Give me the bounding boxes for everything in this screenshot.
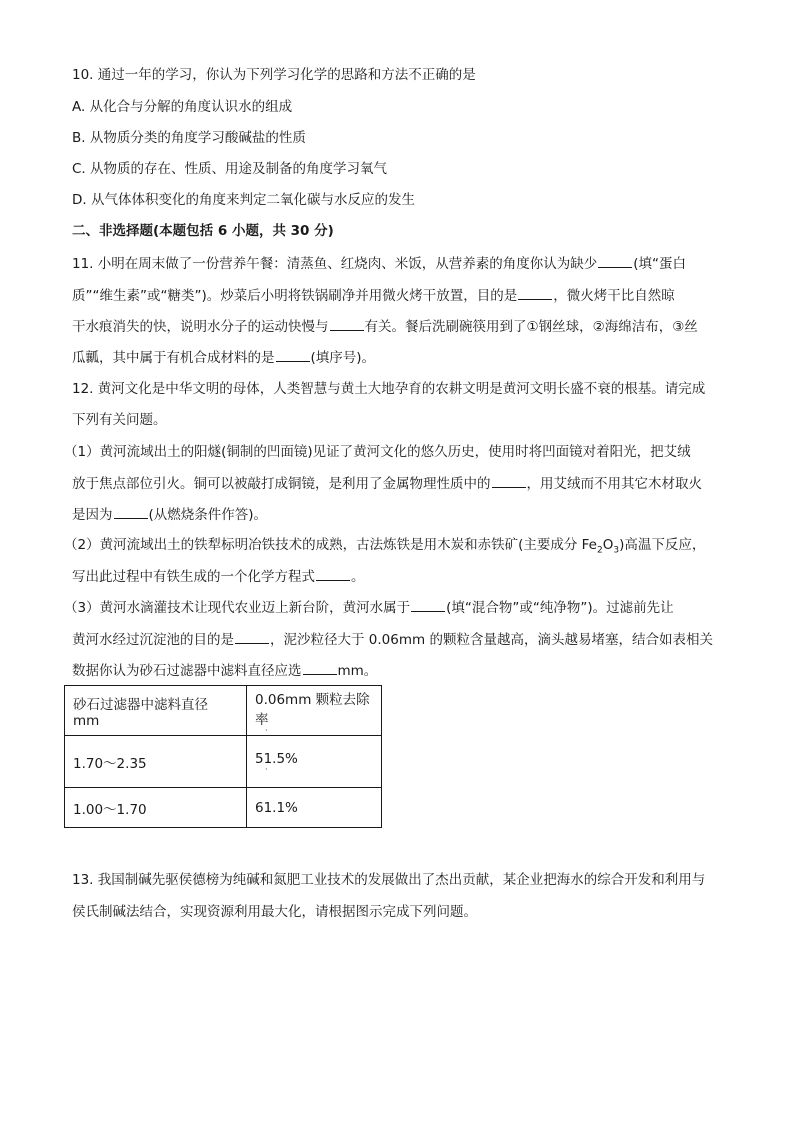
q12-text: （2）黄河流域出土的铁犁标明冶铁技术的成熟，古法炼铁是用木炭和赤铁矿(主要成分 Fe (64, 537, 597, 553)
q12-part3-line-3 (72, 661, 377, 680)
q12-text: mm。 (337, 663, 378, 679)
dot-mark: · (265, 764, 268, 774)
q12-part1-line-1: （1）黄河流域出土的阳燧(铜制的凹面镜)见证了黄河文化的悠久历史，使用时将凹面镜对着阳光，把艾绒 (64, 444, 691, 460)
q12-text: (从燃烧条件作答)。 (148, 507, 268, 523)
q12-part2-line-2 (72, 567, 365, 586)
q11-text: (填序号)。 (310, 350, 376, 366)
answer-blank[interactable] (316, 567, 350, 581)
table-row (65, 788, 382, 828)
q13-line-1: 13. 我国制碱先驱侯德榜为纯碱和氮肥工业技术的发展做出了杰出贡献，某企业把海水的综合开发和利用与 (72, 872, 706, 888)
answer-blank[interactable] (235, 630, 269, 644)
answer-blank[interactable] (492, 474, 526, 488)
q12-text: ，用艾绒而不用其它木材取火 (526, 476, 702, 492)
q11-text: 11. 小明在周末做了一份营养午餐：清蒸鱼、红烧肉、米饭，从营养素的角度你认为缺少 (72, 256, 598, 272)
table-header-row (65, 686, 382, 736)
answer-blank[interactable] (276, 348, 310, 362)
table-cell-text: 51.5% (255, 750, 298, 767)
q10-option-c: C. 从物质的存在、性质、用途及制备的角度学习氧气 (72, 161, 388, 177)
table-cell: 1.70～2.35 (65, 736, 247, 788)
q12-part3-line-2 (72, 630, 713, 649)
q12-text: （3）黄河水滴灌技术让现代农业迈上新台阶，黄河水属于 (64, 600, 411, 616)
table-cell (247, 736, 382, 788)
subscript: 3 (613, 545, 620, 556)
q12-line-1: 12. 黄河文化是中华文明的母体，人类智慧与黄土大地孕育的农耕文明是黄河文明长盛不衰的根基。请完成 (72, 381, 706, 397)
q12-text: 黄河水经过沉淀池的目的是 (72, 632, 234, 648)
q12-text: 是因为 (72, 507, 113, 523)
q10-option-a: A. 从化合与分解的角度认识水的组成 (72, 99, 293, 115)
section-heading: 二、非选择题(本题包括 6 小题，共 30 分) (72, 223, 334, 239)
q12-text: 数据你认为砂石过滤器中滤料直径应选 (72, 663, 302, 679)
q12-text: 。 (351, 569, 365, 585)
table-cell: 61.1% (247, 788, 382, 828)
answer-blank[interactable] (411, 598, 445, 612)
subscript: 2 (596, 545, 603, 556)
q12-part3-line-1 (64, 598, 674, 617)
q11-line-4 (72, 348, 375, 367)
q11-text: 有关。餐后洗刷碗筷用到了①钢丝球，②海绵洁布，③丝 (364, 319, 698, 335)
q12-text: O (602, 537, 614, 553)
q12-text: 放于焦点部位引火。铜可以被敲打成铜镜，是利用了金属物理性质中的 (72, 476, 491, 492)
q11-text: 质”“维生素”或“糖类”)。炒菜后小明将铁锅刷净并用微火烤干放置，目的是 (72, 288, 518, 304)
q11-line-2 (72, 286, 675, 305)
q12-part1-line-3 (72, 505, 267, 524)
q12-part1-line-2 (72, 474, 702, 493)
answer-blank[interactable] (303, 661, 337, 675)
table-header-cell: 砂石过滤器中滤料直径 mm (65, 686, 247, 736)
q10-option-d: D. 从气体体积变化的角度来判定二氧化碳与水反应的发生 (72, 192, 415, 208)
answer-blank[interactable] (598, 254, 632, 268)
q12-text: 写出此过程中有铁生成的一个化学方程式 (72, 569, 315, 585)
table-header-cell (247, 686, 382, 736)
q12-line-2: 下列有关问题。 (72, 412, 167, 428)
q11-text: 瓜瓤，其中属于有机合成材料的是 (72, 350, 275, 366)
q13-line-2: 侯氏制碱法结合，实现资源利用最大化，请根据图示完成下列问题。 (72, 904, 477, 920)
q12-text: )高温下反应， (619, 537, 706, 553)
q11-line-3 (72, 317, 698, 336)
table-cell: 1.00～1.70 (65, 788, 247, 828)
dot-mark: · (265, 725, 268, 735)
q11-text: 干水痕消失的快，说明水分子的运动快慢与 (72, 319, 329, 335)
q10-option-b: B. 从物质分类的角度学习酸碱盐的性质 (72, 130, 306, 146)
answer-blank[interactable] (518, 286, 552, 300)
answer-blank[interactable] (330, 317, 364, 331)
table-header-text: 0.06mm 颗粒去除率 (255, 691, 370, 728)
q11-line-1 (72, 254, 686, 273)
filter-data-table (64, 685, 382, 828)
q12-text: ，泥沙粒径大于 0.06mm 的颗粒含量越高，滴头越易堵塞，结合如表相关 (270, 632, 713, 648)
q11-text: ，微火烤干比自然晾 (553, 288, 675, 304)
q11-text: (填“蛋白 (633, 256, 687, 272)
answer-blank[interactable] (114, 505, 148, 519)
table-row (65, 736, 382, 788)
q12-text: (填“混合物”或“纯净物”)。过滤前先让 (446, 600, 674, 616)
q10-stem: 10. 通过一年的学习，你认为下列学习化学的思路和方法不正确的是 (72, 67, 476, 83)
q12-part2-line-1 (64, 536, 705, 554)
